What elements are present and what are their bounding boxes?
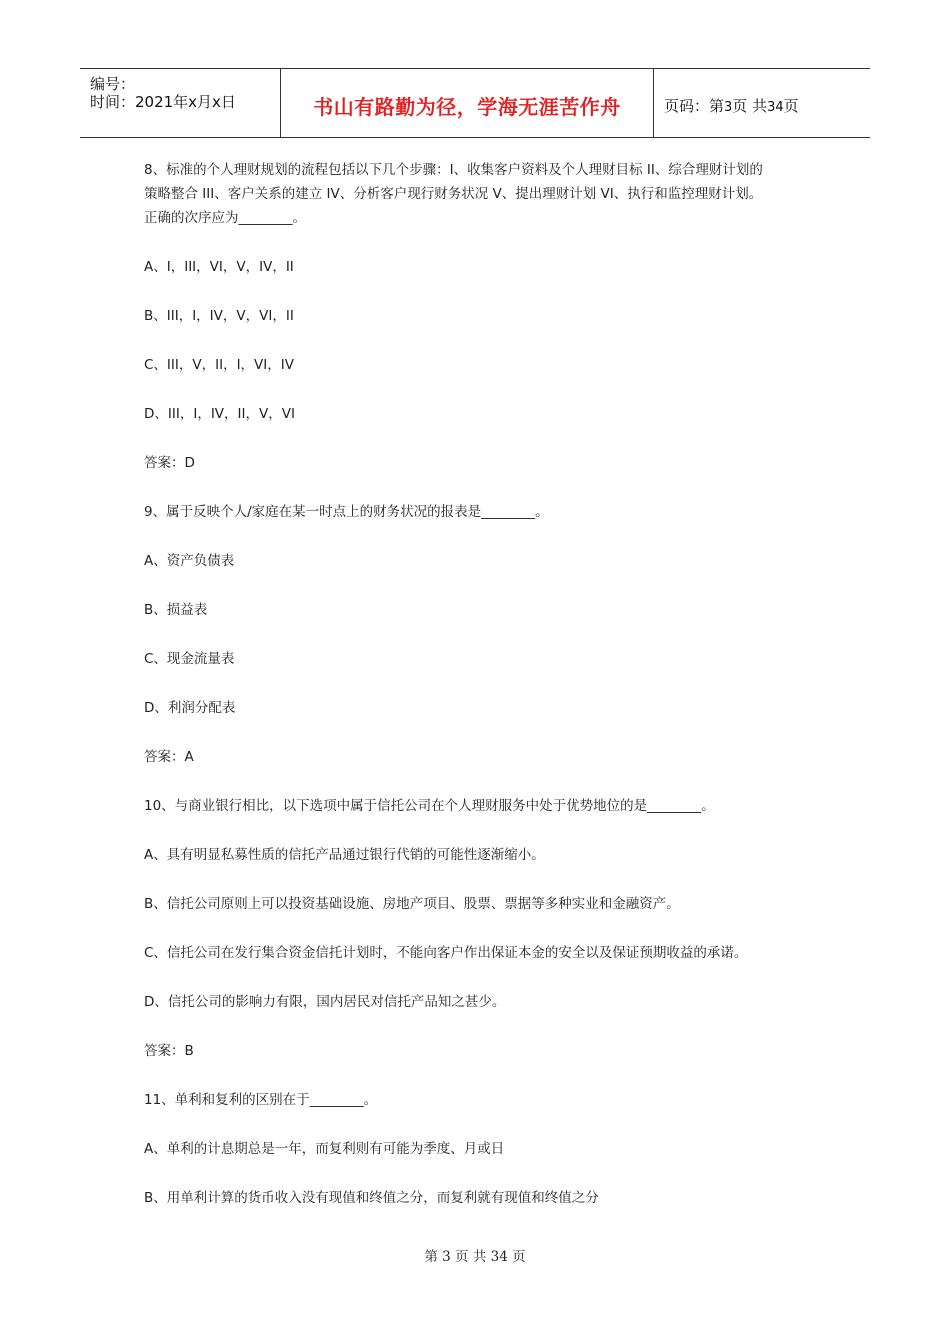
page-header	[80, 68, 870, 138]
page-footer: 第 3 页 共 34 页	[424, 1249, 526, 1265]
text-line: 答案：A	[144, 749, 194, 765]
text-line: 11、单利和复利的区别在于________。	[144, 1092, 378, 1108]
text-line: D、III，I，IV，II，V，VI	[144, 406, 295, 422]
text-line: A、I，III，VI，V，IV，II	[144, 259, 294, 275]
paragraph-gap	[144, 426, 824, 451]
page-current: 3	[724, 99, 733, 115]
header-meta-cell	[80, 69, 281, 137]
paragraph-q9	[144, 500, 824, 524]
text-line: 答案：B	[144, 1043, 194, 1059]
text-line: A、具有明显私募性质的信托产品通过银行代销的可能性逐渐缩小。	[144, 847, 545, 863]
paragraph-q8b	[144, 304, 824, 328]
paragraph-q11a	[144, 1137, 824, 1161]
paragraph-gap	[144, 622, 824, 647]
paragraph-gap	[144, 965, 824, 990]
paragraph-q10ans	[144, 1039, 824, 1063]
text-line: D、信托公司的影响力有限，国内居民对信托产品知之甚少。	[144, 994, 506, 1010]
paragraph-q11b	[144, 1186, 824, 1210]
text-line: B、损益表	[144, 602, 208, 618]
text-line: B、III，I，IV，V，VI，II	[144, 308, 294, 324]
page-mid: 页 共	[732, 96, 768, 115]
document-number-label: 编号：	[90, 75, 136, 93]
paragraph-gap	[144, 867, 824, 892]
paragraph-q10a	[144, 843, 824, 867]
text-line: 10、与商业银行相比，以下选项中属于信托公司在个人理财服务中处于优势地位的是________。	[144, 798, 715, 814]
text-line: C、现金流量表	[144, 651, 235, 667]
paragraph-gap	[144, 818, 824, 843]
paragraph-q8d	[144, 402, 824, 426]
page-label: 页码：第	[664, 96, 725, 115]
paragraph-q8a	[144, 255, 824, 279]
paragraph-gap	[144, 1063, 824, 1088]
text-line: B、用单利计算的货币收入没有现值和终值之分，而复利就有现值和终值之分	[144, 1190, 599, 1206]
paragraph-gap	[144, 573, 824, 598]
paragraph-q10c	[144, 941, 824, 965]
paragraph-gap	[144, 475, 824, 500]
paragraph-gap	[144, 377, 824, 402]
paragraph-q10b	[144, 892, 824, 916]
paragraph-q9c	[144, 647, 824, 671]
header-motto: 书山有路勤为径，学海无涯苦作舟	[313, 94, 621, 119]
header-page-cell	[654, 69, 870, 137]
text-line: C、III，V，II，I，VI，IV	[144, 357, 294, 373]
paragraph-q10	[144, 794, 824, 818]
paragraph-gap	[144, 279, 824, 304]
paragraph-q8c	[144, 353, 824, 377]
text-line: A、单利的计息期总是一年，而复利则有可能为季度、月或日	[144, 1141, 505, 1157]
paragraph-q9d	[144, 696, 824, 720]
paragraph-q9a	[144, 549, 824, 573]
text-line: B、信托公司原则上可以投资基础设施、房地产项目、股票、票据等多种实业和金融资产。	[144, 896, 680, 912]
paragraph-q8ans	[144, 451, 824, 475]
text-line: C、信托公司在发行集合资金信托计划时，不能向客户作出保证本金的安全以及保证预期收益的承诺。	[144, 945, 748, 961]
text-line: A、资产负债表	[144, 553, 235, 569]
paragraph-gap	[144, 524, 824, 549]
text-line: D、利润分配表	[144, 700, 236, 716]
text-line: 答案：D	[144, 455, 195, 471]
question-content	[144, 158, 824, 1210]
text-line: 8、标准的个人理财规划的流程包括以下几个步骤：I、收集客户资料及个人理财目标 II、综合理财计划的	[144, 162, 763, 178]
paragraph-gap	[144, 720, 824, 745]
paragraph-gap	[144, 916, 824, 941]
text-line: 9、属于反映个人/家庭在某一时点上的财务状况的报表是________。	[144, 504, 549, 520]
page-total: 34	[767, 99, 784, 115]
text-line: 正确的次序应为________。	[144, 210, 306, 226]
header-page-info	[654, 95, 799, 116]
paragraph-gap	[144, 328, 824, 353]
page-end: 页	[783, 96, 799, 115]
paragraph-q9ans	[144, 745, 824, 769]
paragraph-gap	[144, 1014, 824, 1039]
paragraph-gap	[144, 230, 824, 255]
paragraph-q10d	[144, 990, 824, 1014]
paragraph-gap	[144, 769, 824, 794]
paragraph-q8	[144, 158, 824, 230]
text-line: 策略整合 III、客户关系的建立 IV、分析客户现行财务状况 V、提出理财计划 VI、执行和监控理财计划。	[144, 186, 763, 202]
paragraph-gap	[144, 671, 824, 696]
document-time-label: 时间：2021年x月x日	[90, 93, 236, 111]
paragraph-q11	[144, 1088, 824, 1112]
paragraph-q9b	[144, 598, 824, 622]
header-motto-cell	[281, 69, 654, 137]
paragraph-gap	[144, 1112, 824, 1137]
paragraph-gap	[144, 1161, 824, 1186]
